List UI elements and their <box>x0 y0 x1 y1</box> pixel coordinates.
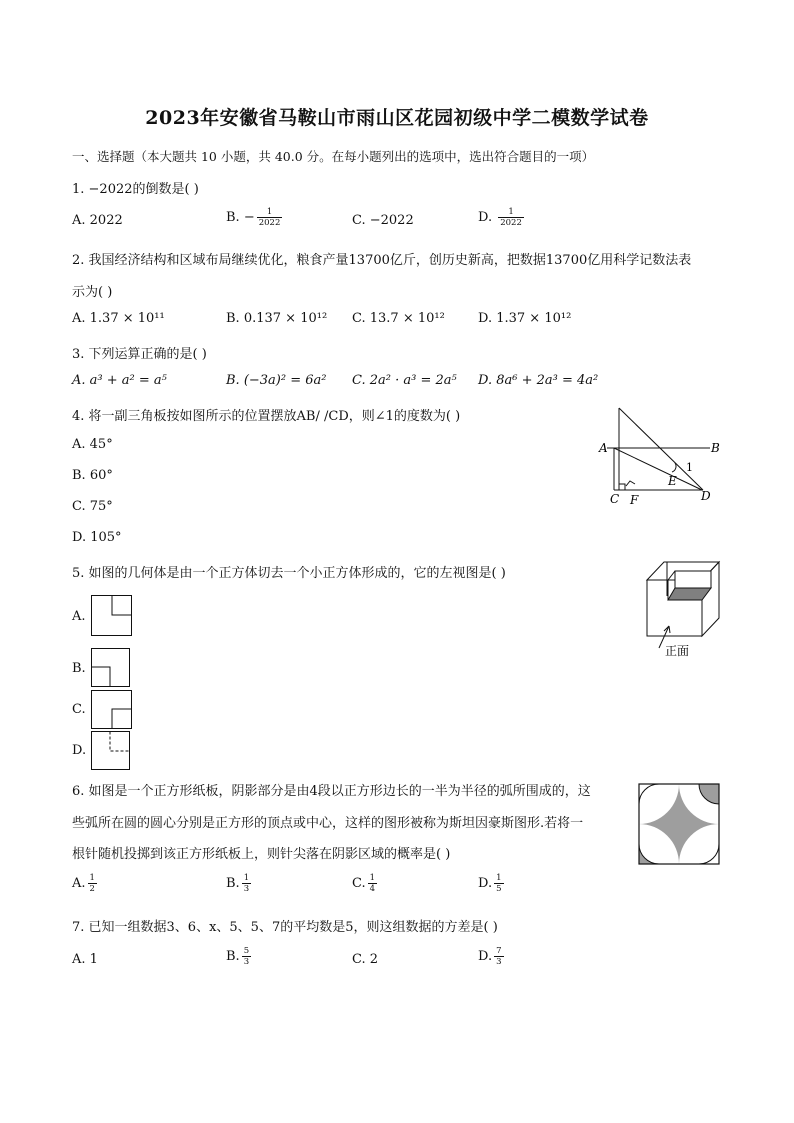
q5-option-a-label: A. <box>72 609 86 624</box>
q7-option-b: B. $\frac{5}{3}$ <box>226 946 250 967</box>
q4-angle-label: 1 <box>686 461 693 474</box>
q4-label-e: E <box>668 474 677 488</box>
q4-option-b: B. 60° <box>72 468 113 483</box>
q1-option-b: B. − $\frac{1}{2022}$ <box>226 207 281 228</box>
page-title: 2023年安徽省马鞍山市雨山区花园初级中学二模数学试卷 <box>145 107 649 129</box>
q1-option-c: C. −2022 <box>352 213 414 228</box>
q3-stem: 3. 下列运算正确的是( ) <box>72 347 207 362</box>
q5-cube-figure <box>640 558 726 660</box>
q4-label-b: B <box>711 441 720 455</box>
q2-stem-line1: 2. 我国经济结构和区域布局继续优化，粮食产量13700亿斤，创历史新高，把数据13700亿用科学记数法表 <box>72 253 692 268</box>
q7-option-a: A. 1 <box>72 952 98 967</box>
q5-option-c-label: C. <box>72 702 86 717</box>
q6-stem-line2: 些弧所在圆的圆心分别是正方形的顶点或中心，这样的图形被称为斯坦因豪斯图形.若将一 <box>72 816 584 831</box>
q7-option-d: D. $\frac{7}{3}$ <box>478 946 502 967</box>
q5-front-label: 正面 <box>665 644 690 658</box>
q4-option-a: A. 45° <box>72 437 113 452</box>
q4-label-d: D <box>701 489 711 503</box>
q4-label-a: A <box>599 441 608 455</box>
q2-option-b: B. 0.137 × 10¹² <box>226 311 328 326</box>
q7-option-c: C. 2 <box>352 952 379 967</box>
q2-stem-line2: 示为( ) <box>72 285 113 300</box>
q6-option-c: C. $\frac{1}{4}$ <box>352 873 376 894</box>
q6-stem-line3: 根针随机投掷到该正方形纸板上，则针尖落在阴影区域的概率是( ) <box>72 847 451 862</box>
q6-square-figure <box>638 783 720 865</box>
q5-option-b-view <box>91 648 131 688</box>
q4-label-f: F <box>630 493 639 507</box>
q2-option-a: A. 1.37 × 10¹¹ <box>72 311 165 326</box>
q2-option-d: D. 1.37 × 10¹² <box>478 311 572 326</box>
q6-option-d: D. $\frac{1}{5}$ <box>478 873 502 894</box>
q4-label-c: C <box>610 492 620 506</box>
q6-option-a: A. $\frac{1}{2}$ <box>72 873 95 894</box>
q1-option-d: D. $\frac{1}{2022}$ <box>478 207 522 228</box>
q7-stem: 7. 已知一组数据3、6、x、5、5、7的平均数是5，则这组数据的方差是( ) <box>72 920 498 935</box>
q1-stem: 1. −2022的倒数是( ) <box>72 182 199 197</box>
q4-option-d: D. 105° <box>72 530 122 545</box>
q5-option-c-view <box>91 690 133 730</box>
q5-stem: 5. 如图的几何体是由一个正方体切去一个小正方体形成的，它的左视图是( ) <box>72 566 506 581</box>
q5-option-d-view <box>91 731 131 771</box>
q6-option-b: B. $\frac{1}{3}$ <box>226 873 250 894</box>
q3-option-a: A. a³ + a² = a⁵ <box>72 373 167 388</box>
q4-stem: 4. 将一副三角板按如图所示的位置摆放AB/ /CD，则∠1的度数为( ) <box>72 409 461 424</box>
q5-option-b-label: B. <box>72 661 86 676</box>
q5-option-a-view <box>91 595 133 637</box>
q3-option-d: D. 8a⁶ + 2a³ = 4a² <box>478 373 599 388</box>
q3-option-b: B. (−3a)² = 6a² <box>226 373 327 388</box>
q6-stem-line1: 6. 如图是一个正方形纸板，阴影部分是由4段以正方形边长的一半为半径的弧所围成的，这 <box>72 784 591 799</box>
q3-option-c: C. 2a² · a³ = 2a⁵ <box>352 373 457 388</box>
q4-triangle-figure <box>596 404 728 508</box>
q2-option-c: C. 13.7 × 10¹² <box>352 311 445 326</box>
q5-option-d-label: D. <box>72 743 87 758</box>
q4-option-c: C. 75° <box>72 499 113 514</box>
section-heading: 一、选择题（本大题共 10 小题，共 40.0 分。在每小题列出的选项中，选出符合题目的一项） <box>72 149 595 164</box>
q1-option-a: A. 2022 <box>72 213 123 228</box>
